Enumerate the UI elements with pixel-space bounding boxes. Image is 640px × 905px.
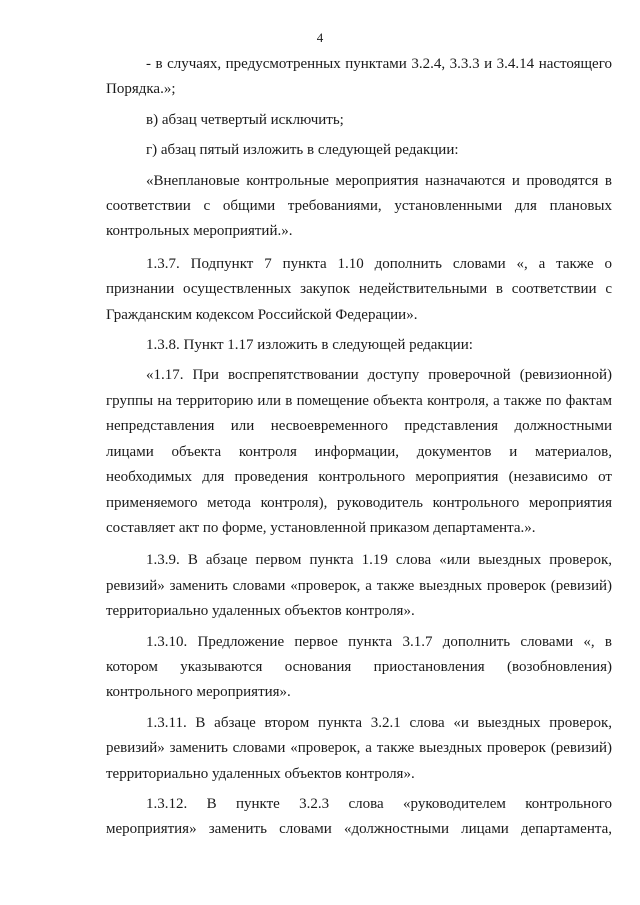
paragraph-1-3-7: 1.3.7. Подпункт 7 пункта 1.10 дополнить словами «, а также о признании осуществленных закупок недействительными в соответствии с Гражданским кодексом Российской Федерации». — [106, 255, 612, 323]
paragraph-item-g: г) абзац пятый изложить в следующей редакции: — [146, 142, 459, 159]
paragraph-1-3-8: 1.3.8. Пункт 1.17 изложить в следующей редакции: — [146, 337, 473, 354]
paragraph-item-v: в) абзац четвертый исключить; — [146, 111, 344, 128]
document-body — [106, 52, 612, 848]
paragraph-unscheduled-measures: «Внеплановые контрольные мероприятия назначаются и проводятся в соответствии с общими требованиями, установленными для плановых контрольных мероприятий.». — [106, 172, 612, 240]
paragraph-1-3-9: 1.3.9. В абзаце первом пункта 1.19 слова «или выездных проверок, ревизий» заменить словами «проверок, а также выездных проверок (ревизий) территориально удаленных объектов контроля». — [106, 552, 612, 620]
page-number: 4 — [316, 30, 324, 45]
paragraph-1-3-10: 1.3.10. Предложение первое пункта 3.1.7 дополнить словами «, в котором указываются основания приостановления (возобновления) контрольного мероприятия». — [106, 633, 612, 701]
paragraph-1-3-11: 1.3.11. В абзаце втором пункта 3.2.1 слова «и выездных проверок, ревизий» заменить словами «проверок, а также выездных проверок (ревизий) территориально удаленных объектов контроля». — [106, 714, 612, 782]
paragraph-1-3-12: 1.3.12. В пункте 3.2.3 слова «руководителем контрольного мероприятия» заменить словами «должностными лицами департамента, — [106, 795, 612, 838]
paragraph-cases-reference: - в случаях, предусмотренных пунктами 3.2.4, 3.3.3 и 3.4.14 настоящего Порядка.»; — [106, 56, 612, 98]
paragraph-1-17-text: «1.17. При воспрепятствовании доступу проверочной (ревизионной) группы на территорию или в помещение объекта контроля, а также по фактам непредставления или несвоевременного представления должностными лицами объекта контроля информации, документов и материалов, необходимых для проведения контрольного мероприятия (независимо от применяемого метода контроля), руководитель контрольного мероприятия составляет акт по форме, установленной приказом департамента.». — [106, 367, 612, 536]
